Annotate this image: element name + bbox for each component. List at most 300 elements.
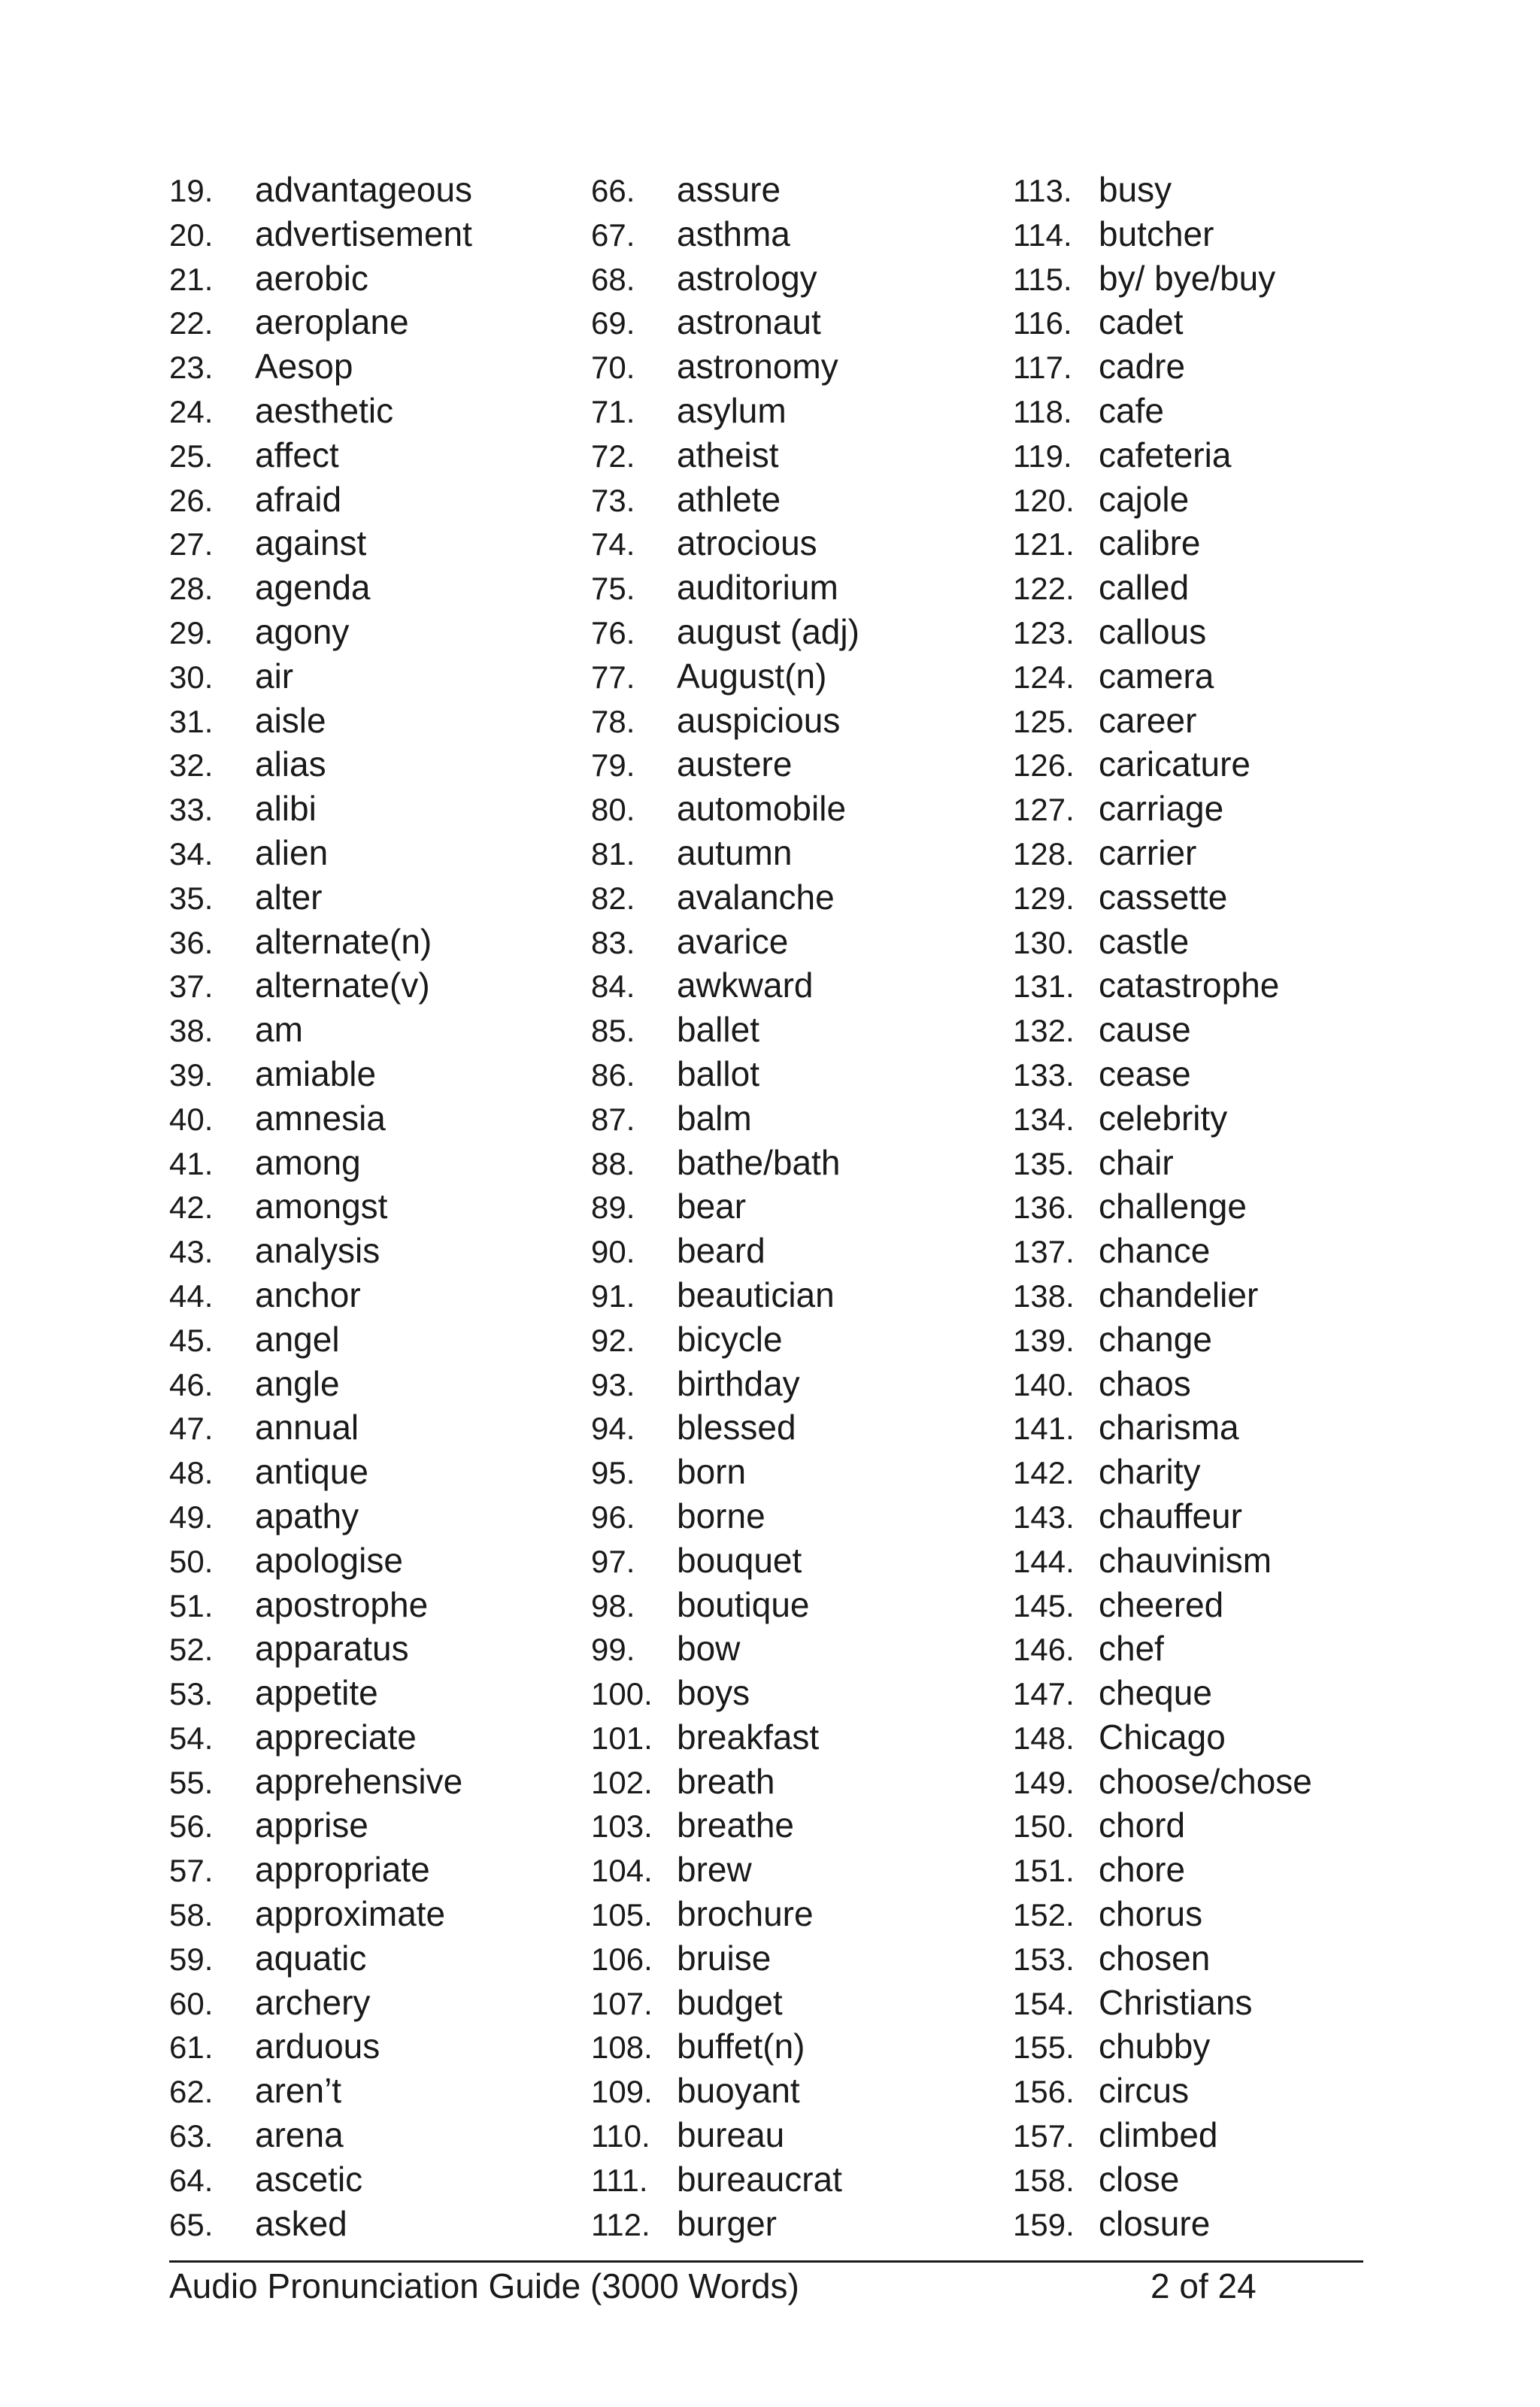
- entry-word: cadre: [1099, 347, 1186, 387]
- list-item: [1013, 1672, 1434, 1717]
- list-item: [1013, 2159, 1434, 2203]
- entry-number: 21.: [169, 261, 214, 297]
- entry-word: bureau: [677, 2115, 785, 2155]
- word-column-2: [591, 169, 1012, 2247]
- entry-number: 64.: [169, 2162, 214, 2198]
- entry-word: cause: [1099, 1010, 1191, 1050]
- entry-word: auspicious: [677, 700, 841, 740]
- entry-word: asylum: [677, 390, 787, 430]
- list-item: [169, 744, 590, 788]
- entry-word: chore: [1099, 1850, 1186, 1890]
- entry-word: against: [255, 523, 367, 563]
- entry-number: 59.: [169, 1941, 214, 1977]
- list-item: [1013, 390, 1434, 435]
- entry-number: 68.: [591, 261, 635, 297]
- entry-number: 84.: [591, 969, 635, 1005]
- entry-number: 57.: [169, 1853, 214, 1889]
- entry-number: 53.: [169, 1676, 214, 1712]
- list-item: [591, 2203, 1012, 2248]
- entry-number: 81.: [591, 835, 635, 872]
- list-item: [169, 346, 590, 390]
- list-item: [591, 1849, 1012, 1893]
- list-item: [169, 1363, 590, 1408]
- entry-word: buffet(n): [677, 2027, 805, 2066]
- list-item: [1013, 921, 1434, 966]
- list-item: [591, 1628, 1012, 1672]
- list-item: [591, 1717, 1012, 1761]
- list-item: [591, 611, 1012, 656]
- entry-number: 90.: [591, 1234, 635, 1270]
- entry-word: alter: [255, 877, 323, 917]
- list-item: [591, 435, 1012, 479]
- entry-number: 34.: [169, 835, 214, 872]
- entry-number: 106.: [591, 1941, 653, 1977]
- list-item: [169, 1496, 590, 1540]
- entry-word: alien: [255, 832, 329, 872]
- list-item: [169, 1451, 590, 1496]
- entry-number: 115.: [1013, 261, 1072, 297]
- entry-number: 141.: [1013, 1411, 1075, 1447]
- list-item: [1013, 1540, 1434, 1584]
- entry-number: 80.: [591, 792, 635, 828]
- entry-word: cafe: [1099, 390, 1164, 430]
- entry-number: 55.: [169, 1764, 214, 1800]
- entry-number: 25.: [169, 438, 214, 474]
- list-item: [1013, 1938, 1434, 1982]
- entry-number: 28.: [169, 571, 214, 607]
- entry-word: agony: [255, 611, 350, 651]
- entry-word: autumn: [677, 832, 793, 872]
- list-item: [591, 832, 1012, 877]
- list-item: [169, 788, 590, 832]
- entry-word: bouquet: [677, 1540, 802, 1580]
- entry-word: antique: [255, 1452, 368, 1492]
- entry-number: 50.: [169, 1543, 214, 1579]
- list-item: [1013, 2203, 1434, 2248]
- list-item: [169, 169, 590, 214]
- entry-number: 143.: [1013, 1499, 1075, 1535]
- entry-word: career: [1099, 700, 1197, 740]
- entry-word: bow: [677, 1629, 741, 1669]
- entry-word: close: [1099, 2159, 1180, 2199]
- entry-word: balm: [677, 1098, 752, 1138]
- entry-word: ballot: [677, 1053, 759, 1093]
- list-item: [169, 700, 590, 744]
- list-item: [591, 1761, 1012, 1805]
- entry-number: 112.: [591, 2206, 650, 2242]
- entry-word: advantageous: [255, 170, 473, 209]
- entry-number: 152.: [1013, 1897, 1075, 1933]
- list-item: [591, 788, 1012, 832]
- list-item: [591, 2026, 1012, 2070]
- list-item: [591, 1053, 1012, 1098]
- entry-word: appreciate: [255, 1717, 417, 1757]
- entry-number: 125.: [1013, 703, 1075, 739]
- entry-word: apologise: [255, 1540, 403, 1580]
- list-item: [169, 567, 590, 611]
- entry-number: 130.: [1013, 924, 1075, 960]
- list-item: [169, 2070, 590, 2114]
- entry-word: alias: [255, 744, 326, 784]
- entry-word: Christians: [1099, 1982, 1253, 2022]
- entry-number: 103.: [591, 1808, 653, 1845]
- entry-number: 129.: [1013, 880, 1075, 916]
- list-item: [169, 479, 590, 523]
- entry-word: called: [1099, 568, 1190, 608]
- list-item: [591, 1451, 1012, 1496]
- entry-word: aesthetic: [255, 390, 394, 430]
- entry-word: chord: [1099, 1805, 1186, 1845]
- list-item: [169, 1407, 590, 1451]
- list-item: [591, 390, 1012, 435]
- list-item: [169, 1275, 590, 1319]
- entry-number: 154.: [1013, 1985, 1075, 2021]
- entry-word: choose/chose: [1099, 1761, 1312, 1801]
- entry-word: affect: [255, 435, 339, 474]
- list-item: [591, 479, 1012, 523]
- list-item: [1013, 1230, 1434, 1275]
- entry-number: 41.: [169, 1145, 214, 1181]
- list-item: [169, 390, 590, 435]
- list-item: [169, 435, 590, 479]
- entry-word: astrology: [677, 258, 817, 298]
- entry-number: 132.: [1013, 1013, 1075, 1049]
- list-item: [1013, 346, 1434, 390]
- entry-word: beard: [677, 1231, 765, 1271]
- entry-number: 145.: [1013, 1587, 1075, 1623]
- list-item: [169, 2114, 590, 2159]
- entry-number: 124.: [1013, 659, 1075, 695]
- entry-word: appetite: [255, 1673, 378, 1713]
- list-item: [1013, 1319, 1434, 1363]
- entry-number: 26.: [169, 482, 214, 518]
- entry-number: 63.: [169, 2118, 214, 2154]
- list-item: [1013, 2070, 1434, 2114]
- entry-word: catastrophe: [1099, 966, 1280, 1005]
- list-item: [1013, 656, 1434, 700]
- entry-number: 23.: [169, 350, 214, 386]
- entry-number: 150.: [1013, 1808, 1075, 1845]
- entry-word: cheered: [1099, 1584, 1224, 1624]
- entry-number: 52.: [169, 1632, 214, 1668]
- list-item: [169, 1893, 590, 1938]
- list-item: [591, 1893, 1012, 1938]
- entry-word: apostrophe: [255, 1584, 429, 1624]
- list-item: [1013, 1407, 1434, 1451]
- list-item: [169, 1540, 590, 1584]
- entry-word: chair: [1099, 1142, 1174, 1182]
- entry-word: birthday: [677, 1363, 800, 1403]
- entry-word: alibi: [255, 789, 317, 829]
- entry-word: chandelier: [1099, 1275, 1259, 1314]
- entry-number: 95.: [591, 1455, 635, 1491]
- entry-number: 51.: [169, 1587, 214, 1623]
- entry-number: 101.: [591, 1720, 653, 1756]
- entry-word: astronomy: [677, 347, 838, 387]
- entry-number: 153.: [1013, 1941, 1075, 1977]
- list-item: [1013, 1363, 1434, 1408]
- entry-number: 131.: [1013, 969, 1075, 1005]
- list-item: [591, 1186, 1012, 1230]
- list-item: [1013, 877, 1434, 921]
- entry-number: 45.: [169, 1322, 214, 1358]
- entry-number: 117.: [1013, 350, 1072, 386]
- entry-word: August(n): [677, 656, 827, 696]
- list-item: [169, 1319, 590, 1363]
- footer-divider: [169, 2260, 1363, 2263]
- entry-word: assure: [677, 170, 781, 209]
- entry-number: 98.: [591, 1587, 635, 1623]
- list-item: [169, 523, 590, 567]
- entry-word: air: [255, 656, 294, 696]
- list-item: [169, 1849, 590, 1893]
- list-item: [1013, 1496, 1434, 1540]
- list-item: [169, 1628, 590, 1672]
- list-item: [169, 1186, 590, 1230]
- entry-number: 122.: [1013, 571, 1075, 607]
- entry-word: asked: [255, 2203, 347, 2243]
- entry-number: 119.: [1013, 438, 1072, 474]
- entry-word: atrocious: [677, 523, 817, 563]
- entry-number: 66.: [591, 173, 635, 208]
- entry-word: avalanche: [677, 877, 835, 917]
- entry-word: afraid: [255, 479, 342, 519]
- entry-number: 93.: [591, 1366, 635, 1402]
- list-item: [169, 1761, 590, 1805]
- entry-number: 76.: [591, 614, 635, 650]
- entry-number: 19.: [169, 173, 214, 208]
- entry-number: 48.: [169, 1455, 214, 1491]
- entry-word: brochure: [677, 1894, 814, 1934]
- entry-number: 149.: [1013, 1764, 1075, 1800]
- entry-number: 60.: [169, 1985, 214, 2021]
- entry-word: bicycle: [677, 1319, 783, 1359]
- list-item: [169, 877, 590, 921]
- list-item: [591, 1805, 1012, 1849]
- entry-word: cadet: [1099, 302, 1184, 342]
- list-item: [1013, 258, 1434, 302]
- footer-title: Audio Pronunciation Guide (3000 Words): [169, 2266, 799, 2305]
- list-item: [169, 258, 590, 302]
- list-item: [591, 169, 1012, 214]
- entry-number: 111.: [591, 2162, 648, 2198]
- entry-number: 65.: [169, 2206, 214, 2242]
- entry-word: cassette: [1099, 877, 1228, 917]
- list-item: [1013, 744, 1434, 788]
- entry-word: Chicago: [1099, 1717, 1226, 1757]
- entry-number: 109.: [591, 2074, 653, 2110]
- entry-number: 86.: [591, 1056, 635, 1093]
- list-item: [1013, 479, 1434, 523]
- list-item: [1013, 1717, 1434, 1761]
- list-item: [591, 965, 1012, 1009]
- entry-number: 61.: [169, 2030, 214, 2066]
- entry-word: angle: [255, 1363, 340, 1403]
- entry-number: 120.: [1013, 482, 1075, 518]
- entry-number: 22.: [169, 305, 214, 341]
- entry-word: calibre: [1099, 523, 1201, 563]
- entry-word: breath: [677, 1761, 775, 1801]
- entry-word: archery: [255, 1982, 371, 2022]
- entry-number: 74.: [591, 526, 635, 562]
- list-item: [169, 1009, 590, 1053]
- entry-word: astronaut: [677, 302, 821, 342]
- entry-word: aquatic: [255, 1938, 367, 1978]
- entry-number: 71.: [591, 393, 635, 429]
- entry-number: 32.: [169, 747, 214, 784]
- entry-word: awkward: [677, 966, 814, 1005]
- entry-word: angel: [255, 1319, 340, 1359]
- list-item: [591, 567, 1012, 611]
- list-item: [1013, 214, 1434, 258]
- entry-number: 69.: [591, 305, 635, 341]
- entry-number: 91.: [591, 1278, 635, 1314]
- entry-number: 123.: [1013, 614, 1075, 650]
- list-item: [591, 1584, 1012, 1629]
- list-item: [1013, 832, 1434, 877]
- entry-number: 92.: [591, 1322, 635, 1358]
- list-item: [169, 1717, 590, 1761]
- list-item: [591, 1230, 1012, 1275]
- entry-word: arduous: [255, 2027, 380, 2066]
- entry-word: aisle: [255, 700, 326, 740]
- entry-word: climbed: [1099, 2115, 1218, 2155]
- list-item: [1013, 1009, 1434, 1053]
- entry-number: 88.: [591, 1145, 635, 1181]
- list-item: [591, 1496, 1012, 1540]
- list-item: [1013, 1805, 1434, 1849]
- entry-number: 47.: [169, 1411, 214, 1447]
- entry-word: chance: [1099, 1231, 1211, 1271]
- entry-number: 144.: [1013, 1543, 1075, 1579]
- entry-word: chaos: [1099, 1363, 1191, 1403]
- entry-number: 108.: [591, 2030, 653, 2066]
- entry-word: among: [255, 1142, 361, 1182]
- entry-number: 33.: [169, 792, 214, 828]
- entry-number: 156.: [1013, 2074, 1075, 2110]
- list-item: [169, 302, 590, 346]
- entry-word: charity: [1099, 1452, 1201, 1492]
- entry-word: charisma: [1099, 1408, 1239, 1448]
- list-item: [591, 2159, 1012, 2203]
- entry-number: 140.: [1013, 1366, 1075, 1402]
- list-item: [169, 2026, 590, 2070]
- list-item: [169, 1053, 590, 1098]
- entry-number: 30.: [169, 659, 214, 695]
- list-item: [1013, 302, 1434, 346]
- entry-number: 56.: [169, 1808, 214, 1845]
- list-item: [591, 1363, 1012, 1408]
- entry-number: 72.: [591, 438, 635, 474]
- entry-word: ballet: [677, 1010, 759, 1050]
- entry-word: breakfast: [677, 1717, 820, 1757]
- entry-word: blessed: [677, 1408, 796, 1448]
- entry-word: apparatus: [255, 1629, 409, 1669]
- list-item: [591, 1098, 1012, 1142]
- entry-word: cafeteria: [1099, 435, 1232, 474]
- list-item: [1013, 1628, 1434, 1672]
- entry-number: 138.: [1013, 1278, 1075, 1314]
- list-item: [1013, 1275, 1434, 1319]
- entry-number: 38.: [169, 1013, 214, 1049]
- entry-number: 79.: [591, 747, 635, 784]
- entry-number: 114.: [1013, 217, 1072, 253]
- list-item: [591, 700, 1012, 744]
- entry-number: 105.: [591, 1897, 653, 1933]
- entry-word: advertisement: [255, 214, 472, 253]
- entry-number: 136.: [1013, 1190, 1075, 1226]
- list-item: [1013, 567, 1434, 611]
- entry-word: circus: [1099, 2071, 1190, 2111]
- list-item: [169, 1938, 590, 1982]
- entry-word: aeroplane: [255, 302, 409, 342]
- list-item: [1013, 523, 1434, 567]
- word-column-1: [169, 169, 590, 2247]
- list-item: [1013, 1142, 1434, 1187]
- list-item: [169, 921, 590, 966]
- list-item: [169, 1672, 590, 1717]
- entry-number: 155.: [1013, 2030, 1075, 2066]
- entry-word: carriage: [1099, 789, 1224, 829]
- entry-word: atheist: [677, 435, 779, 474]
- entry-word: aren’t: [255, 2071, 342, 2111]
- list-item: [1013, 2114, 1434, 2159]
- entry-number: 58.: [169, 1897, 214, 1933]
- entry-number: 159.: [1013, 2206, 1075, 2242]
- entry-word: annual: [255, 1408, 359, 1448]
- list-item: [1013, 1849, 1434, 1893]
- list-item: [1013, 435, 1434, 479]
- entry-word: butcher: [1099, 214, 1214, 253]
- entry-number: 43.: [169, 1234, 214, 1270]
- entry-number: 31.: [169, 703, 214, 739]
- list-item: [591, 1009, 1012, 1053]
- entry-word: appropriate: [255, 1850, 430, 1890]
- entry-word: challenge: [1099, 1187, 1247, 1226]
- entry-number: 96.: [591, 1499, 635, 1535]
- entry-number: 46.: [169, 1366, 214, 1402]
- entry-word: camera: [1099, 656, 1214, 696]
- entry-number: 107.: [591, 1985, 653, 2021]
- list-item: [1013, 1186, 1434, 1230]
- entry-word: buoyant: [677, 2071, 800, 2111]
- entry-word: burger: [677, 2203, 777, 2243]
- entry-number: 113.: [1013, 173, 1072, 208]
- entry-word: bruise: [677, 1938, 772, 1978]
- list-item: [1013, 1451, 1434, 1496]
- list-item: [591, 1142, 1012, 1187]
- entry-word: busy: [1099, 170, 1172, 209]
- entry-number: 134.: [1013, 1101, 1075, 1137]
- entry-word: auditorium: [677, 568, 838, 608]
- list-item: [591, 523, 1012, 567]
- entry-word: chauffeur: [1099, 1496, 1242, 1535]
- entry-word: amnesia: [255, 1098, 386, 1138]
- entry-word: cajole: [1099, 479, 1190, 519]
- entry-number: 70.: [591, 350, 635, 386]
- entry-word: carrier: [1099, 832, 1197, 872]
- entry-word: born: [677, 1452, 747, 1492]
- entry-word: chubby: [1099, 2027, 1211, 2066]
- entry-number: 54.: [169, 1720, 214, 1756]
- list-item: [169, 965, 590, 1009]
- entry-number: 118.: [1013, 393, 1072, 429]
- list-item: [591, 346, 1012, 390]
- entry-word: chorus: [1099, 1894, 1203, 1934]
- entry-word: automobile: [677, 789, 847, 829]
- entry-word: by/ bye/buy: [1099, 258, 1276, 298]
- entry-number: 42.: [169, 1190, 214, 1226]
